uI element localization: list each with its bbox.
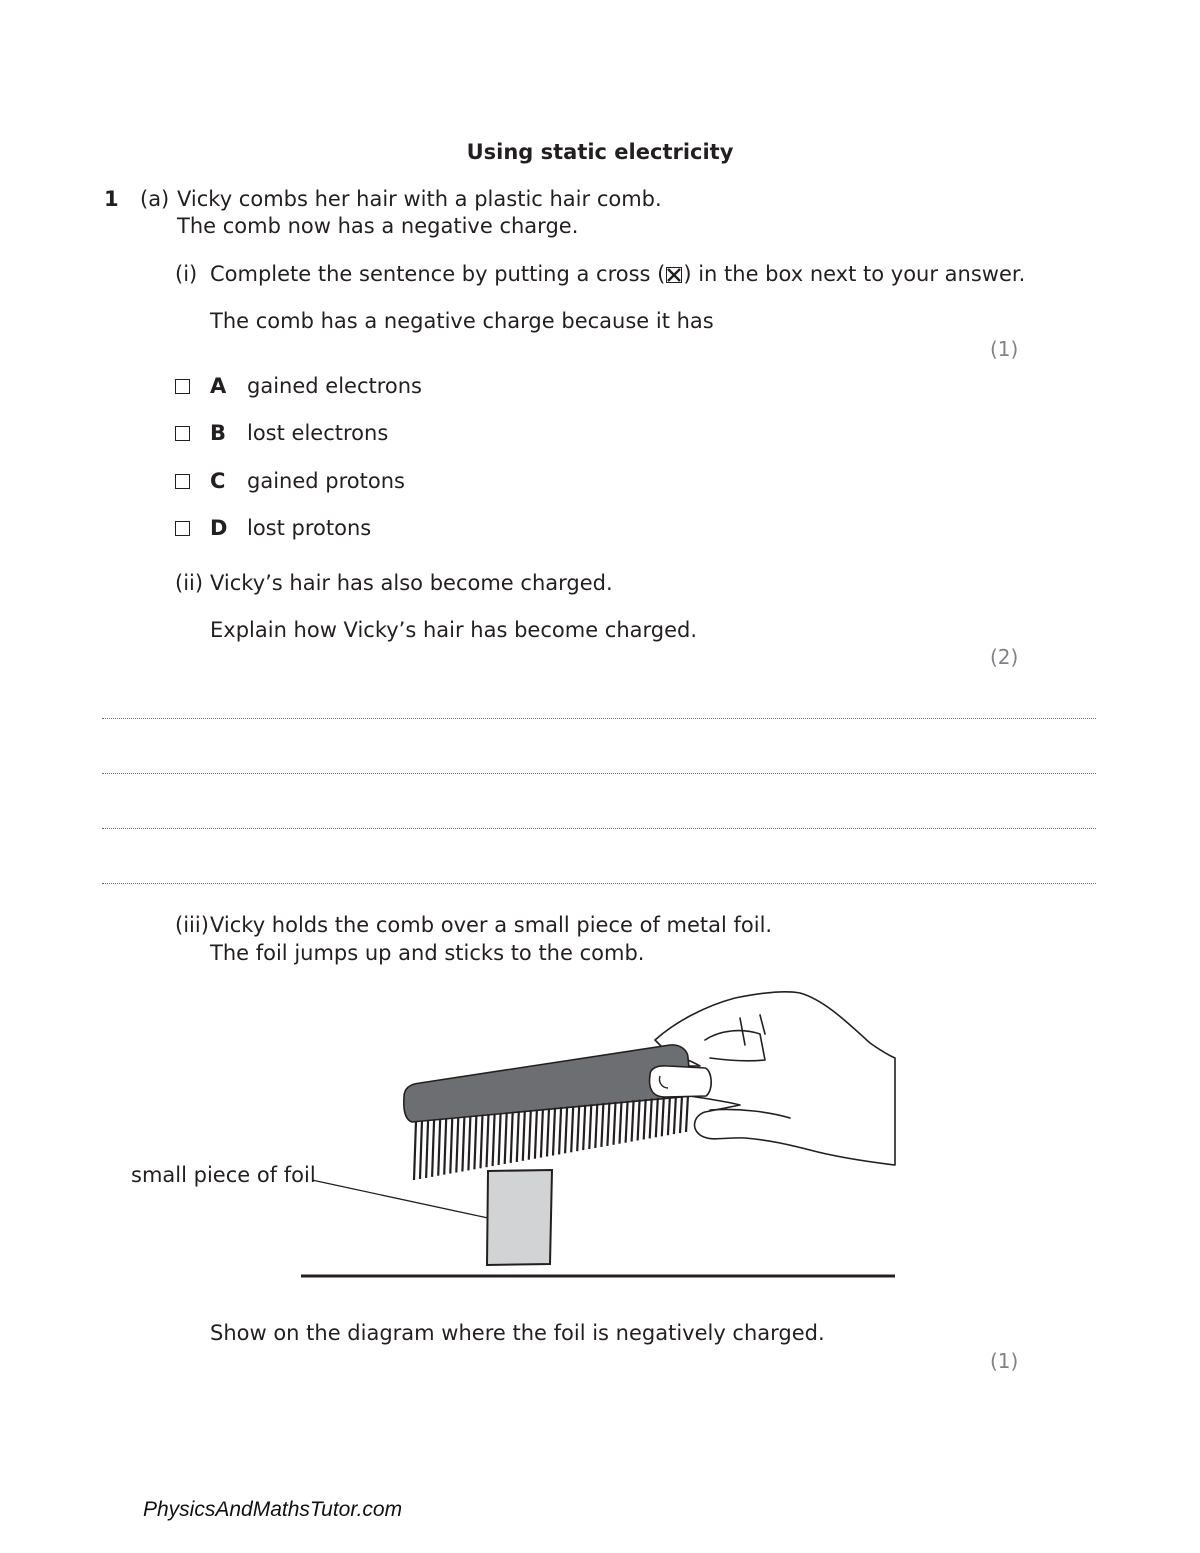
footer-brand: PhysicsAndMathsTutor.com xyxy=(143,1498,403,1521)
part-iii-line2: The foil jumps up and sticks to the comb. xyxy=(210,941,645,965)
part-a-line2: The comb now has a negative charge. xyxy=(177,214,579,238)
comb-tooth xyxy=(481,1115,483,1169)
option-b-text: lost electrons xyxy=(247,421,389,445)
thumb-drawing xyxy=(650,1066,712,1097)
comb-tooth xyxy=(517,1111,519,1162)
comb-tooth xyxy=(559,1107,561,1154)
part-iii-line1: Vicky holds the comb over a small piece of metal foil. xyxy=(210,913,773,937)
comb-tooth xyxy=(571,1106,573,1152)
comb-tooth xyxy=(686,1095,688,1132)
comb-tooth xyxy=(414,1121,416,1180)
instruction-after: ) in the box next to your answer. xyxy=(683,262,1026,286)
comb-tooth xyxy=(523,1111,525,1161)
part-ii-label: (ii) xyxy=(175,571,204,595)
comb-drawing xyxy=(404,1045,692,1180)
comb-tooth xyxy=(505,1112,507,1164)
foil-leader-line xyxy=(312,1180,488,1218)
option-d-letter: D xyxy=(210,516,228,540)
comb-tooth xyxy=(674,1096,676,1134)
comb-tooth xyxy=(468,1116,470,1171)
option-a-letter: A xyxy=(210,374,227,398)
comb-tooth xyxy=(632,1100,634,1141)
comb-tooth xyxy=(644,1099,646,1140)
instruction-before: Complete the sentence by putting a cross ( xyxy=(210,262,666,286)
part-i-marks: (1) xyxy=(990,337,1019,361)
comb-tooth xyxy=(541,1109,543,1158)
comb-tooth xyxy=(565,1107,567,1154)
comb-tooth xyxy=(577,1105,579,1151)
comb-tooth xyxy=(426,1120,428,1178)
comb-tooth xyxy=(487,1114,489,1167)
comb-tooth xyxy=(595,1104,597,1148)
comb-tooth xyxy=(535,1109,537,1158)
part-ii-marks: (2) xyxy=(990,645,1019,669)
comb-tooth xyxy=(553,1108,555,1156)
comb-tooth xyxy=(444,1118,446,1175)
comb-tooth xyxy=(614,1102,616,1145)
comb-tooth xyxy=(438,1119,440,1176)
option-d-text: lost protons xyxy=(247,516,372,540)
foil-piece xyxy=(487,1170,552,1265)
comb-tooth xyxy=(680,1096,682,1134)
comb-tooth xyxy=(511,1112,513,1163)
option-a-text: gained electrons xyxy=(247,374,422,398)
comb-tooth xyxy=(432,1119,434,1177)
comb-tooth xyxy=(650,1099,652,1139)
part-ii-line2: Explain how Vicky’s hair has become charged. xyxy=(210,618,698,642)
part-iii-marks: (1) xyxy=(990,1349,1019,1373)
comb-tooth xyxy=(638,1100,640,1141)
page-title: Using static electricity xyxy=(466,140,734,164)
comb-tooth xyxy=(499,1113,501,1165)
comb-tooth xyxy=(529,1110,531,1160)
comb-tooth xyxy=(607,1103,609,1146)
comb-tooth xyxy=(662,1097,664,1136)
comb-tooth xyxy=(474,1115,476,1169)
part-i-stem: The comb has a negative charge because it has xyxy=(210,309,714,333)
comb-tooth xyxy=(601,1103,603,1147)
part-iii-label: (iii) xyxy=(175,913,209,937)
comb-tooth xyxy=(626,1101,628,1143)
foil-label: small piece of foil xyxy=(131,1163,316,1187)
part-a-label: (a) xyxy=(140,187,170,211)
comb-tooth xyxy=(583,1105,585,1150)
option-b-letter: B xyxy=(210,421,227,445)
comb-tooth xyxy=(493,1114,495,1167)
comb-tooth xyxy=(620,1101,622,1143)
option-c-text: gained protons xyxy=(247,469,405,493)
comb-tooth xyxy=(462,1116,464,1171)
option-c-letter: C xyxy=(210,469,226,493)
question-number: 1 xyxy=(104,187,119,211)
part-ii-line1: Vicky’s hair has also become charged. xyxy=(210,571,613,595)
comb-tooth xyxy=(656,1098,658,1137)
comb-tooth xyxy=(589,1104,591,1149)
part-i-label: (i) xyxy=(175,262,198,286)
comb-tooth xyxy=(450,1118,452,1174)
part-a-line1: Vicky combs her hair with a plastic hair comb. xyxy=(177,187,662,211)
comb-tooth xyxy=(547,1108,549,1156)
comb-tooth xyxy=(420,1120,422,1179)
comb-tooth xyxy=(668,1097,670,1136)
comb-tooth xyxy=(456,1117,458,1173)
part-iii-task: Show on the diagram where the foil is negatively charged. xyxy=(210,1321,825,1345)
